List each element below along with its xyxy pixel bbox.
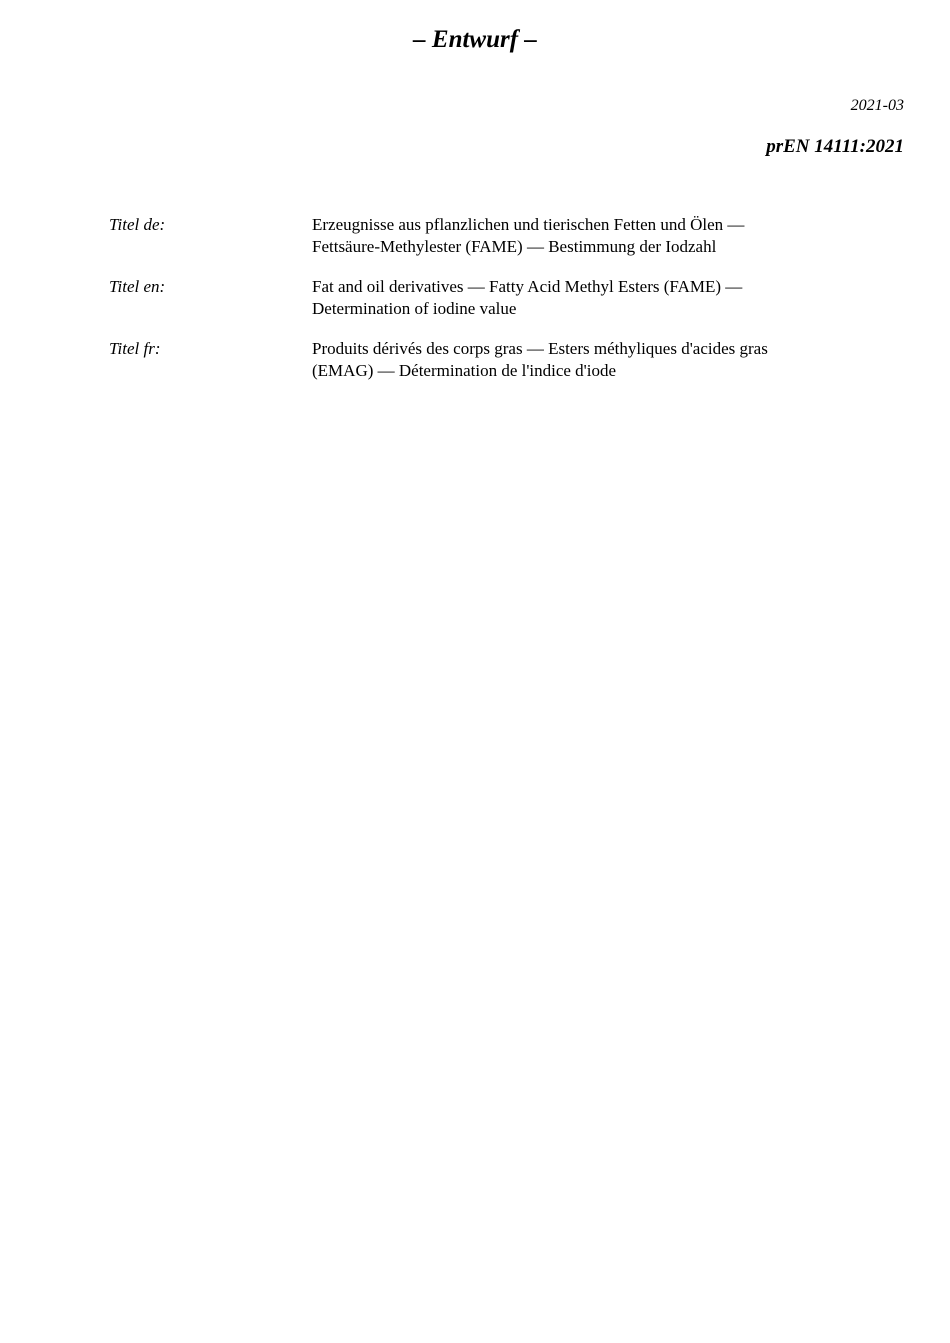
title-value-fr [312,338,909,382]
title-line: Produits dérivés des corps gras — Esters méthyliques d'acides gras [312,339,768,358]
title-value-de [312,214,909,258]
document-date: 2021-03 [850,97,904,114]
title-line: Fat and oil derivatives — Fatty Acid Methyl Esters (FAME) — [312,277,743,296]
titles-block [109,214,909,400]
title-row-de [109,214,909,258]
title-line: Erzeugnisse aus pflanzlichen und tierischen Fetten und Ölen — [312,215,745,234]
title-label-en: Titel en: [109,277,166,296]
title-label-fr: Titel fr: [109,339,161,358]
title-line: Determination of iodine value [312,299,517,318]
title-line: Fettsäure-Methylester (FAME) — Bestimmung der Iodzahl [312,237,717,256]
draft-heading: – Entwurf – [413,26,537,53]
title-row-fr [109,338,909,382]
title-value-en [312,276,909,320]
document-number: prEN 14111:2021 [766,136,904,157]
title-line: (EMAG) — Détermination de l'indice d'iode [312,361,617,380]
title-label-de: Titel de: [109,215,166,234]
title-row-en [109,276,909,320]
